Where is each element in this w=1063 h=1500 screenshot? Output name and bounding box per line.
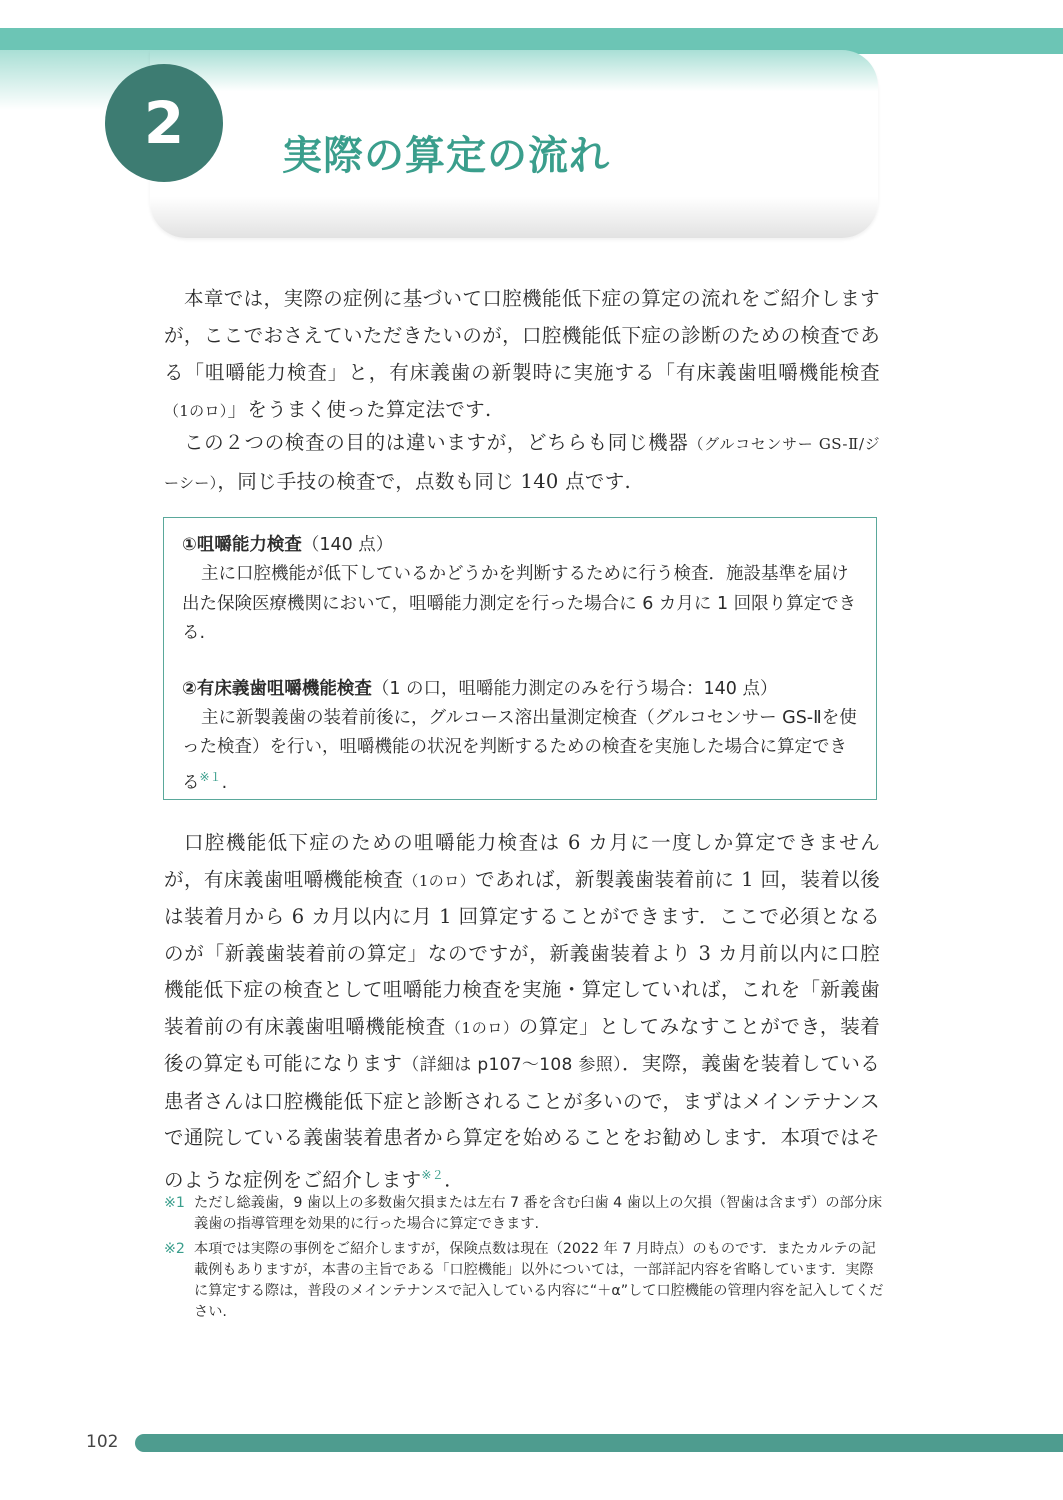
main-paragraph	[164, 825, 880, 1199]
main-text-4: ．実際，義歯を装着している患者さんは口腔機能低下症と診断されることが多いので，まずはメインテナンスで通院している義歯装着患者から算定を始めることをお勧めします．本項ではそのような症例をご紹介します	[164, 1052, 881, 1191]
intro-text-2-note: （グルコセンサー GS-Ⅱ/ジーシー）	[164, 435, 880, 492]
box-item-1-title: ①咀嚼能力検査	[182, 535, 302, 555]
intro-paragraph-2	[164, 424, 880, 502]
box-item-1-points: （140 点）	[301, 535, 394, 555]
footnotes	[164, 1193, 884, 1327]
main-text-note-2: （1のロ）	[445, 1018, 519, 1037]
box-item-2-text: 主に新製義歯の装着前後に，グルコース溶出量測定検査（グルコセンサー GS-Ⅱを使った検査）を行い，咀嚼機能の状況を判断するための検査を実施した場合に算定できる	[182, 707, 857, 793]
intro-text-2b: ，同じ手技の検査で，点数も同じ 140 点です.	[217, 470, 632, 493]
box-item-title	[182, 530, 858, 560]
exam-info-box	[163, 517, 877, 800]
footnote-ref-1: ※１	[199, 769, 222, 784]
intro-text-2a: この２つの検査の目的は違いますが，どちらも同じ機器	[184, 431, 689, 454]
box-item-title	[182, 674, 858, 704]
chapter-title: 実際の算定の流れ	[282, 133, 610, 179]
box-item-2-body	[182, 704, 858, 798]
box-item-denture-chewing	[182, 674, 858, 798]
box-item-2-end: .	[221, 772, 228, 793]
box-item-chewing-ability	[182, 530, 858, 649]
footnote-2-text: 本項では実際の事例をご紹介しますが，保険点数は現在（2022 年 7 月時点）のものです．またカルテの記載例もありますが，本書の主旨である「口腔機能」以外については，一部詳記内容を省略しています．実際に算定する際は，普段のメインテナンスで記入している内容に“＋α”して口腔機能の管理内容を記入してください.	[194, 1241, 884, 1320]
main-text-3: の算定」としてみなすことができ，装着後の算定も可能になります	[164, 1014, 881, 1075]
chapter-number-badge	[105, 64, 223, 182]
page-reference: （詳細は p107～108 参照）	[402, 1055, 622, 1075]
intro-text-1-note: （1のロ）	[164, 402, 228, 420]
footnote-2	[164, 1239, 884, 1323]
box-item-2-points: （1 の口，咀嚼能力測定のみを行う場合：140 点）	[371, 678, 778, 699]
intro-text-1b: 」をうまく使った算定法です.	[227, 398, 492, 421]
page-number: 102	[86, 1432, 119, 1452]
footnote-2-mark: ※2	[164, 1241, 185, 1257]
footnote-ref-2: ※２	[421, 1167, 445, 1182]
chapter-number: 2	[143, 89, 185, 157]
box-item-1-body: 主に口腔機能が低下しているかどうかを判断するために行う検査．施設基準を届け出た保険医療機関において，咀嚼能力測定を行った場合に 6 カ月に 1 回限り算定できる.	[182, 564, 857, 643]
footnote-1	[164, 1193, 884, 1235]
main-text-2: であれば，新製義歯装着前に 1 回，装着以後は装着月から 6 カ月以内に月 1 回算定することができます．ここで必須となるのが「新義歯装着前の算定」なのですが，新義歯装着より 3 カ月前以内に口腔機能低下症の検査として咀嚼能力検査を実施・算定していれば，これを「新義歯装着前の有床義歯咀嚼機能検査	[164, 867, 880, 1038]
main-text-note-1: （1のロ）	[403, 871, 476, 890]
footnote-1-text: ただし総義歯，9 歯以上の多数歯欠損または左右 7 番を含む臼歯 4 歯以上の欠損（智歯は含まず）の部分床義歯の指導管理を効果的に行った場合に算定できます.	[194, 1195, 883, 1232]
intro-paragraph-1	[164, 280, 880, 430]
intro-text-1a: 本章では，実際の症例に基づいて口腔機能低下症の算定の流れをご紹介しますが，ここでおさえていただきたいのが，口腔機能低下症の診断のための検査である「咀嚼能力検査」と，有床義歯の新製時に実施する「有床義歯咀嚼機能検査	[164, 287, 880, 384]
footer-bar	[135, 1434, 1063, 1452]
main-text-end: .	[444, 1168, 451, 1191]
main-text-1: 口腔機能低下症のための咀嚼能力検査は 6 カ月に一度しか算定できませんが，有床義歯咀嚼機能検査	[164, 831, 880, 891]
footnote-1-mark: ※1	[164, 1195, 185, 1211]
box-item-2-title: ②有床義歯咀嚼機能検査	[182, 678, 372, 699]
